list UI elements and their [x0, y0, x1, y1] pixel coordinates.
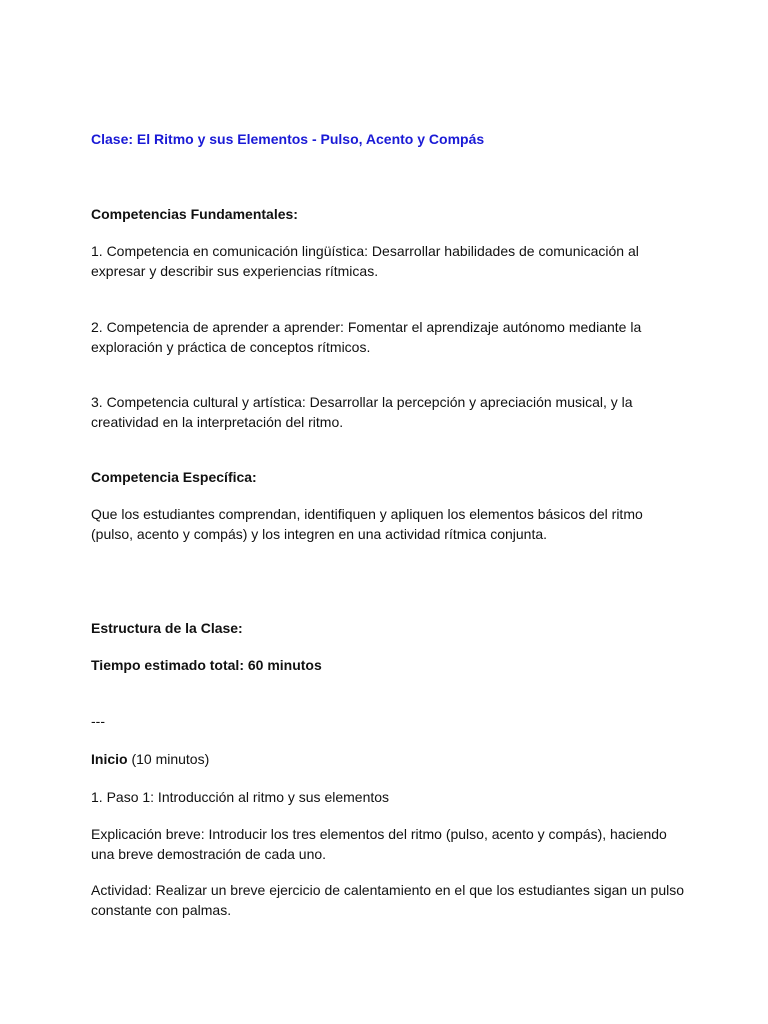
actividad: Actividad: Realizar un breve ejercicio de calentamiento en el que los estudiantes sigan un pulso constante con palmas.	[91, 882, 685, 918]
estructura-heading: Estructura de la Clase:	[91, 620, 243, 636]
competencia-especifica-text: Que los estudiantes comprendan, identifiquen y apliquen los elementos básicos del ritmo (pulso, acento y compás) y los integren en una actividad rítmica conjunta.	[91, 506, 643, 542]
tiempo-estimado: Tiempo estimado total: 60 minutos	[91, 657, 322, 673]
explicacion-breve: Explicación breve: Introducir los tres elementos del ritmo (pulso, acento y compás), haciendo una breve demostración de cada uno.	[91, 826, 667, 862]
paso-1: 1. Paso 1: Introducción al ritmo y sus elementos	[91, 789, 390, 805]
separator: ---	[91, 713, 105, 729]
inicio-label: Inicio	[91, 751, 128, 767]
competencia-item-2: 2. Competencia de aprender a aprender: Fomentar el aprendizaje autónomo mediante la exploración y práctica de conceptos rítmicos.	[91, 319, 642, 355]
competencia-especifica-heading: Competencia Específica:	[91, 469, 257, 485]
competencia-item-1: 1. Competencia en comunicación lingüística: Desarrollar habilidades de comunicación al expresar y describir sus experiencias rítmicas.	[91, 243, 639, 279]
competencias-fundamentales-heading: Competencias Fundamentales:	[91, 206, 298, 222]
inicio-duration: (10 minutos)	[127, 751, 210, 767]
document-title: Clase: El Ritmo y sus Elementos - Pulso, Acento y Compás	[91, 131, 485, 147]
inicio-line	[91, 749, 691, 769]
competencia-item-3: 3. Competencia cultural y artística: Desarrollar la percepción y apreciación musical, y la creatividad en la interpretación del ritmo.	[91, 394, 633, 430]
